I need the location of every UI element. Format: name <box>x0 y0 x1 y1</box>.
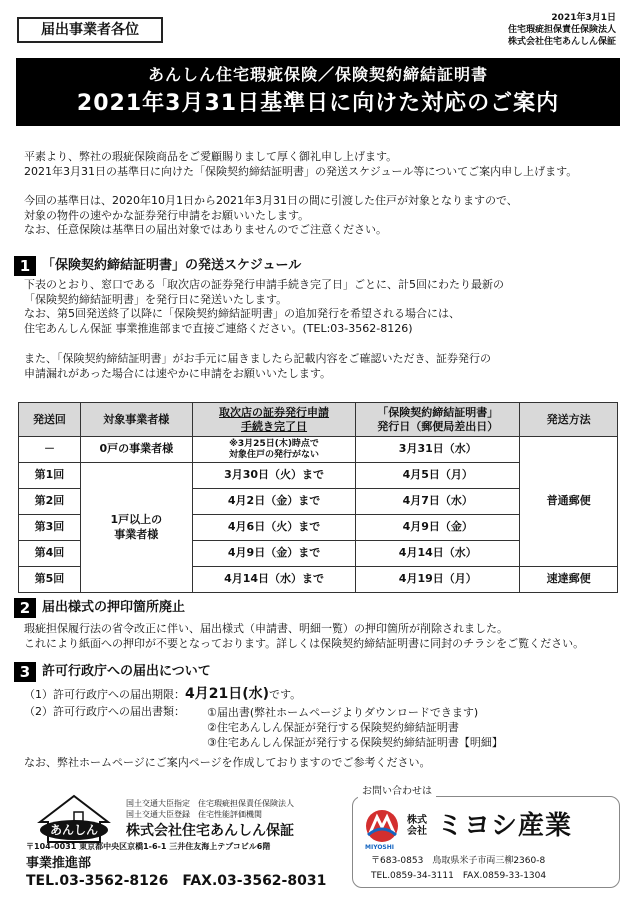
cell-complete: 4月14日（水）まで <box>192 567 356 593</box>
table-header-row <box>19 403 618 437</box>
cell-target: 0戸の事業者様 <box>80 437 192 463</box>
section-2-number: 2 <box>14 598 36 618</box>
docs-list <box>207 705 503 750</box>
doc-item-2: ②住宅あんしん保証が発行する保険契約締結証明書 <box>207 721 459 734</box>
footer-dept: 事業推進部 <box>26 856 92 871</box>
cell-complete: 4月2日（金）まで <box>192 489 356 515</box>
section-2-heading <box>14 598 185 618</box>
header-issue-date: 「保険契約締結証明書」 発行日（郵便局差出日） <box>356 403 520 437</box>
footer-contact: TEL.03-3562-8126 FAX.03-3562-8031 <box>26 873 327 889</box>
logo-text: あんしん <box>49 823 98 837</box>
cell-issue: 4月14日（水） <box>356 541 520 567</box>
agent-contact: TEL.0859-34-3111 FAX.0859-33-1304 <box>371 871 547 881</box>
issuer-line-2: 株式会社住宅あんしん保証 <box>507 37 616 47</box>
deadline-line <box>24 685 301 704</box>
cert-line-2: 国土交通大臣登録 住宅性能評価機関 <box>126 810 262 819</box>
section-3-heading <box>14 662 211 682</box>
cell-target-group: 1戸以上の 事業者様 <box>80 463 192 593</box>
cell-round: 第2回 <box>19 489 81 515</box>
cell-round: － <box>19 437 81 463</box>
cell-round: 第4回 <box>19 541 81 567</box>
cell-round: 第3回 <box>19 515 81 541</box>
banner-title-1: あんしん住宅瑕疵保険／保険契約締結証明書 <box>147 65 488 84</box>
footer-company-name: 株式会社住宅あんしん保証 <box>126 823 294 839</box>
cell-round: 第1回 <box>19 463 81 489</box>
intro-paragraph-1: 平素より、弊社の瑕疵保険商品をご愛顧賜りまして厚く御礼申し上げます。 2021年3月31日の基準日に向けた「保険契約締結証明書」の発送スケジュール等についてご案内申し上げます。 <box>24 150 578 178</box>
cell-complete: ※3月25日(木)時点で 対象住戸の発行がない <box>192 437 356 463</box>
cell-method-normal: 普通郵便 <box>520 437 618 567</box>
cell-issue: 4月9日（金） <box>356 515 520 541</box>
header-complete-date <box>192 403 356 437</box>
doc-item-3: ③住宅あんしん保証が発行する保険契約締結証明書【明細】 <box>207 736 503 749</box>
cell-issue: 4月19日（月） <box>356 567 520 593</box>
cell-issue: 4月5日（月） <box>356 463 520 489</box>
miyoshi-logo-icon <box>365 809 399 843</box>
addressee-box: 届出事業者各位 <box>17 17 163 43</box>
cell-complete: 4月6日（火）まで <box>192 515 356 541</box>
header-method: 発送方法 <box>520 403 618 437</box>
cert-lines <box>126 798 294 820</box>
footer-company-block <box>26 786 334 890</box>
section-3-title: 許可行政庁への届出について <box>42 664 211 680</box>
header-target: 対象事業者様 <box>80 403 192 437</box>
footer-address: 〒104-0031 東京都中央区京橋1-6-1 三井住友海上テプコビル6階 <box>26 842 271 851</box>
section-3-number: 3 <box>14 662 36 682</box>
section-2-title: 届出様式の押印箇所廃止 <box>42 600 186 616</box>
cert-line-1: 国土交通大臣指定 住宅瑕疵担保責任保険法人 <box>126 799 294 808</box>
deadline-label: （1）許可行政庁への届出期限： <box>24 688 185 701</box>
cell-complete: 3月30日（火）まで <box>192 463 356 489</box>
section-3-note: なお、弊社ホームページにご案内ページを作成しておりますのでご参考ください。 <box>24 756 431 769</box>
section-1-title: 「保険契約締結証明書」の発送スケジュール <box>42 258 302 274</box>
cell-issue: 3月31日（水） <box>356 437 520 463</box>
section-2-body: 瑕疵担保履行法の省令改正に伴い、届出様式（申請書、明細一覧）の押印箇所が削除されました。 これにより紙面への押印が不要となっております。詳しくは保険契約締結証明書に同封のチラシをご覧ください。 <box>24 622 585 650</box>
agent-company-name: ミヨシ産業 <box>437 811 573 841</box>
docs-label: （2）許可行政庁への届出書類： <box>24 705 185 718</box>
deadline-suffix: です。 <box>269 688 302 701</box>
cell-method-express: 速達郵便 <box>520 567 618 593</box>
intro-paragraph-2: 今回の基準日は、2020年10月1日から2021年3月31日の間に引渡した住戸が対象となりますので、 対象の物件の速やかな証券発行申請をお願いいたします。 なお、任意保険は基準日の届出対象ではありませんのでご注意ください。 <box>24 194 518 236</box>
doc-item-1: ①届出書(弊社ホームページよりダウンロードできます) <box>207 706 479 719</box>
schedule-table <box>18 402 618 593</box>
banner-title-2: 2021年3月31日基準日に向けた対応のご案内 <box>76 90 560 116</box>
anshin-logo <box>34 792 114 842</box>
table-row <box>19 437 618 463</box>
issuer-block <box>508 12 616 48</box>
section-1-heading <box>14 256 301 276</box>
agent-address: 〒683-0853 鳥取県米子市両三柳2360-8 <box>371 856 546 866</box>
deadline-value: 4月21日(水) <box>185 686 270 702</box>
cell-round: 第5回 <box>19 567 81 593</box>
section-1-paragraph-1: 下表のとおり、窓口である「取次店の証券発行申請手続き完了日」ごとに、計5回にわたり最新の 「保険契約締結証明書」を発行日に発送いたします。 なお、第5回発送終了以降に「保険契約締結証明書」の追加発行を希望される場合には、 住宅あんしん保証 事業推進部まで直接ご連絡ください。(TEL:03-3562-8126) <box>24 278 504 335</box>
section-1-number: 1 <box>14 256 36 276</box>
inquiry-label: お問い合わせは <box>358 785 436 799</box>
section-1-paragraph-2: また、「保険契約締結証明書」がお手元に届きましたら記載内容をご確認いただき、証券発行の 申請漏れがあった場合には速やかに申請をお願いいたします。 <box>24 352 492 380</box>
title-banner <box>16 58 620 126</box>
header-round: 発送回 <box>19 403 81 437</box>
header-complete-date-text: 取次店の証券発行申請 手続き完了日 <box>219 405 330 433</box>
miyoshi-brand-small: MIYOSHI <box>365 844 395 851</box>
issue-date: 2021年3月1日 <box>551 13 616 23</box>
issuer-line-1: 住宅瑕疵担保責任保険法人 <box>507 25 616 35</box>
company-prefix: 株式 会社 <box>407 815 427 837</box>
footer-agent-block <box>352 796 620 888</box>
cell-complete: 4月9日（金）まで <box>192 541 356 567</box>
cell-issue: 4月7日（水） <box>356 489 520 515</box>
